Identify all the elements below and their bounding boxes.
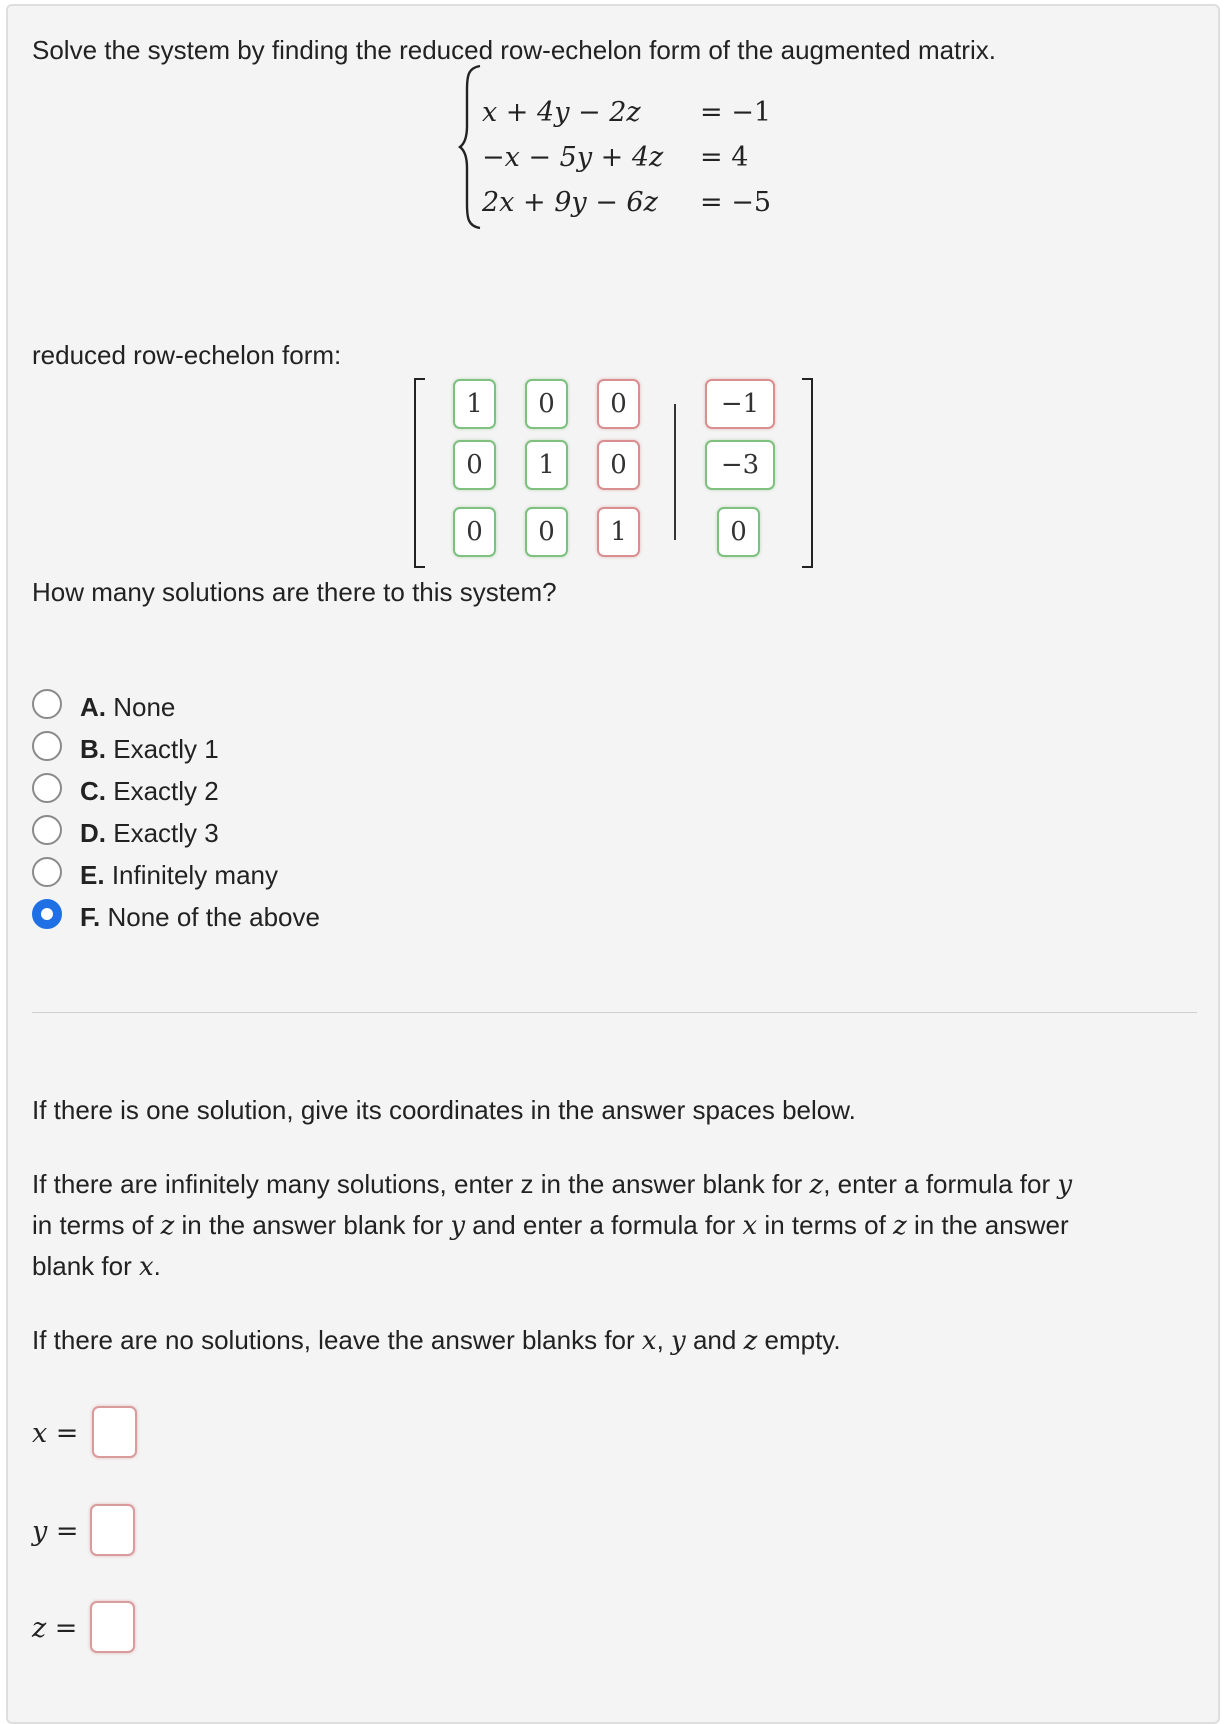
matrix-cell-r1-c1[interactable]: 1: [453, 379, 496, 429]
matrix-cell-r2-c1[interactable]: 0: [453, 440, 496, 490]
matrix-right-bracket: [802, 378, 813, 568]
prompt-text: Solve the system by finding the reduced row-echelon form of the augmented matrix.: [32, 35, 996, 65]
option-b-label[interactable]: B. Exactly 1: [80, 734, 219, 764]
answer-y-label: y =: [32, 1516, 79, 1547]
equation-1-rhs: = −1: [700, 97, 772, 128]
instruction-no-solutions: If there are no solutions, leave the answer blanks for x, y and z empty.: [32, 1325, 841, 1356]
option-a-label[interactable]: A. None: [80, 692, 176, 722]
answer-z-input[interactable]: [90, 1601, 135, 1653]
matrix-cell-r1-c3[interactable]: 0: [597, 379, 640, 429]
option-f-radio[interactable]: [32, 899, 62, 929]
option-d-radio[interactable]: [32, 815, 62, 845]
equation-1-lhs: x + 4y − 2z: [482, 97, 641, 128]
matrix-aug-r3[interactable]: 0: [717, 507, 760, 557]
instruction-one-solution: If there is one solution, give its coordinates in the answer spaces below.: [32, 1095, 856, 1125]
equation-2-rhs: = 4: [700, 142, 749, 173]
option-b-radio[interactable]: [32, 731, 62, 761]
left-brace: [458, 64, 484, 230]
option-a-radio[interactable]: [32, 689, 62, 719]
matrix-cell-r3-c3[interactable]: 1: [597, 507, 640, 557]
matrix-aug-r1[interactable]: −1: [705, 379, 775, 429]
instruction-infinite-line2: in terms of z in the answer blank for y and enter a formula for x in terms of z in the answer: [32, 1210, 1069, 1241]
equation-3-rhs: = −5: [700, 187, 772, 218]
matrix-cell-r1-c2[interactable]: 0: [525, 379, 568, 429]
instruction-infinite-line3: blank for x.: [32, 1251, 161, 1282]
instruction-infinite-line1: If there are infinitely many solutions, enter z in the answer blank for z, enter a formula for y: [32, 1169, 1073, 1200]
answer-y-input[interactable]: [90, 1504, 135, 1556]
matrix-cell-r2-c3[interactable]: 0: [597, 440, 640, 490]
answer-z-label: z =: [32, 1613, 78, 1644]
augment-divider: [674, 404, 676, 540]
option-d-label[interactable]: D. Exactly 3: [80, 818, 219, 848]
option-e-label[interactable]: E. Infinitely many: [80, 860, 278, 890]
option-c-label[interactable]: C. Exactly 2: [80, 776, 219, 806]
option-f-label[interactable]: F. None of the above: [80, 902, 320, 932]
matrix-cell-r2-c2[interactable]: 1: [525, 440, 568, 490]
matrix-left-bracket: [414, 378, 425, 568]
matrix-cell-r3-c1[interactable]: 0: [453, 507, 496, 557]
option-c-radio[interactable]: [32, 773, 62, 803]
rref-label: reduced row-echelon form:: [32, 340, 342, 370]
option-e-radio[interactable]: [32, 857, 62, 887]
equation-2-lhs: −x − 5y + 4z: [482, 142, 664, 173]
question-text: How many solutions are there to this system?: [32, 577, 557, 607]
matrix-cell-r3-c2[interactable]: 0: [525, 507, 568, 557]
matrix-aug-r2[interactable]: −3: [705, 440, 775, 490]
section-divider: [32, 1012, 1197, 1013]
equation-3-lhs: 2x + 9y − 6z: [482, 187, 658, 218]
answer-x-label: x =: [32, 1418, 79, 1449]
answer-x-input[interactable]: [92, 1406, 137, 1458]
